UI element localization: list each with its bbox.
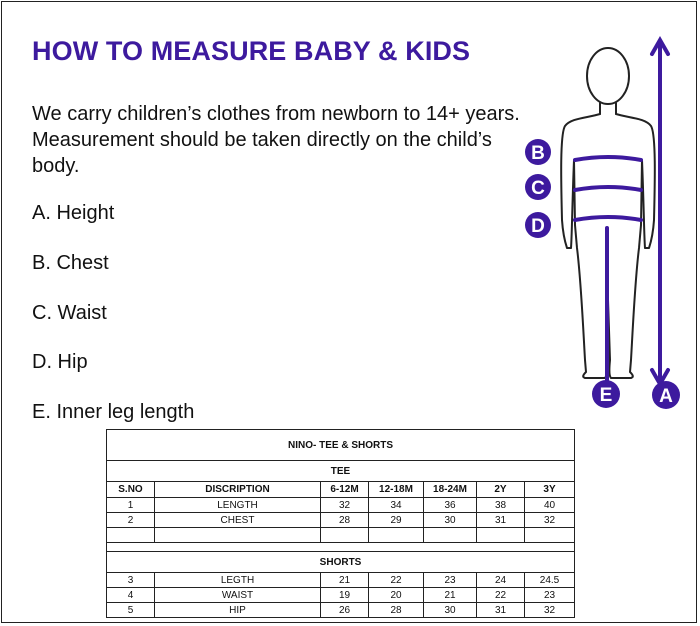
badge-c-label: C bbox=[531, 178, 545, 199]
cell: 24.5 bbox=[525, 573, 575, 588]
cell: 32 bbox=[525, 513, 575, 528]
cell: 26 bbox=[321, 603, 369, 618]
intro-text: We carry children’s clothes from newborn to 14+ years. Measurement should be taken directly on the child’s body. bbox=[32, 103, 520, 177]
cell: LENGTH bbox=[155, 498, 321, 513]
cell: 5 bbox=[107, 603, 155, 618]
cell: 32 bbox=[525, 603, 575, 618]
waist-band bbox=[575, 187, 641, 190]
badge-e-label: E bbox=[599, 385, 613, 406]
cell: 28 bbox=[369, 603, 424, 618]
table-row bbox=[107, 498, 575, 513]
cell: 23 bbox=[525, 588, 575, 603]
measurement-hip: D. Hip bbox=[32, 351, 88, 373]
cell: 20 bbox=[369, 588, 424, 603]
hip-band bbox=[575, 217, 641, 220]
cell: 1 bbox=[107, 498, 155, 513]
cell: 29 bbox=[369, 513, 424, 528]
header-3y: 3Y bbox=[525, 482, 575, 498]
cell: 31 bbox=[477, 603, 525, 618]
measurement-waist: C. Waist bbox=[32, 302, 107, 324]
measurement-chest: B. Chest bbox=[32, 252, 109, 274]
size-chart-table bbox=[106, 429, 575, 618]
header-6-12m: 6-12M bbox=[321, 482, 369, 498]
badge-b-label: B bbox=[531, 143, 545, 164]
cell: 34 bbox=[369, 498, 424, 513]
tee-section-header: TEE bbox=[107, 461, 575, 482]
header-sno: S.NO bbox=[107, 482, 155, 498]
badge-a-label: A bbox=[659, 386, 673, 407]
cell: 31 bbox=[477, 513, 525, 528]
cell: 24 bbox=[477, 573, 525, 588]
cell: 30 bbox=[424, 603, 477, 618]
table-row bbox=[107, 513, 575, 528]
chest-band bbox=[575, 157, 641, 160]
table-header-row bbox=[107, 482, 575, 498]
cell: 22 bbox=[369, 573, 424, 588]
cell: 19 bbox=[321, 588, 369, 603]
table-title: NINO- TEE & SHORTS bbox=[107, 430, 575, 461]
cell: WAIST bbox=[155, 588, 321, 603]
cell: 21 bbox=[321, 573, 369, 588]
measurement-inner-leg: E. Inner leg length bbox=[32, 401, 195, 423]
shorts-section-header: SHORTS bbox=[107, 552, 575, 573]
cell: 4 bbox=[107, 588, 155, 603]
table-row bbox=[107, 603, 575, 618]
cell: 38 bbox=[477, 498, 525, 513]
header-18-24m: 18-24M bbox=[424, 482, 477, 498]
cell: 2 bbox=[107, 513, 155, 528]
header-2y: 2Y bbox=[477, 482, 525, 498]
cell: 23 bbox=[424, 573, 477, 588]
cell: 21 bbox=[424, 588, 477, 603]
header-12-18m: 12-18M bbox=[369, 482, 424, 498]
cell: CHEST bbox=[155, 513, 321, 528]
cell: 36 bbox=[424, 498, 477, 513]
measurement-height: A. Height bbox=[32, 202, 115, 224]
table-row bbox=[107, 588, 575, 603]
cell: LEGTH bbox=[155, 573, 321, 588]
badge-d-label: D bbox=[531, 216, 545, 237]
cell: 22 bbox=[477, 588, 525, 603]
cell: 3 bbox=[107, 573, 155, 588]
page-title: HOW TO MEASURE BABY & KIDS bbox=[32, 36, 471, 66]
cell: 28 bbox=[321, 513, 369, 528]
header-description: DISCRIPTION bbox=[155, 482, 321, 498]
cell: HIP bbox=[155, 603, 321, 618]
cell: 40 bbox=[525, 498, 575, 513]
table-row bbox=[107, 573, 575, 588]
cell: 30 bbox=[424, 513, 477, 528]
figure-head bbox=[587, 48, 629, 104]
cell: 32 bbox=[321, 498, 369, 513]
table-gap bbox=[107, 543, 575, 552]
child-body-figure bbox=[515, 30, 695, 420]
empty-row bbox=[107, 528, 575, 543]
